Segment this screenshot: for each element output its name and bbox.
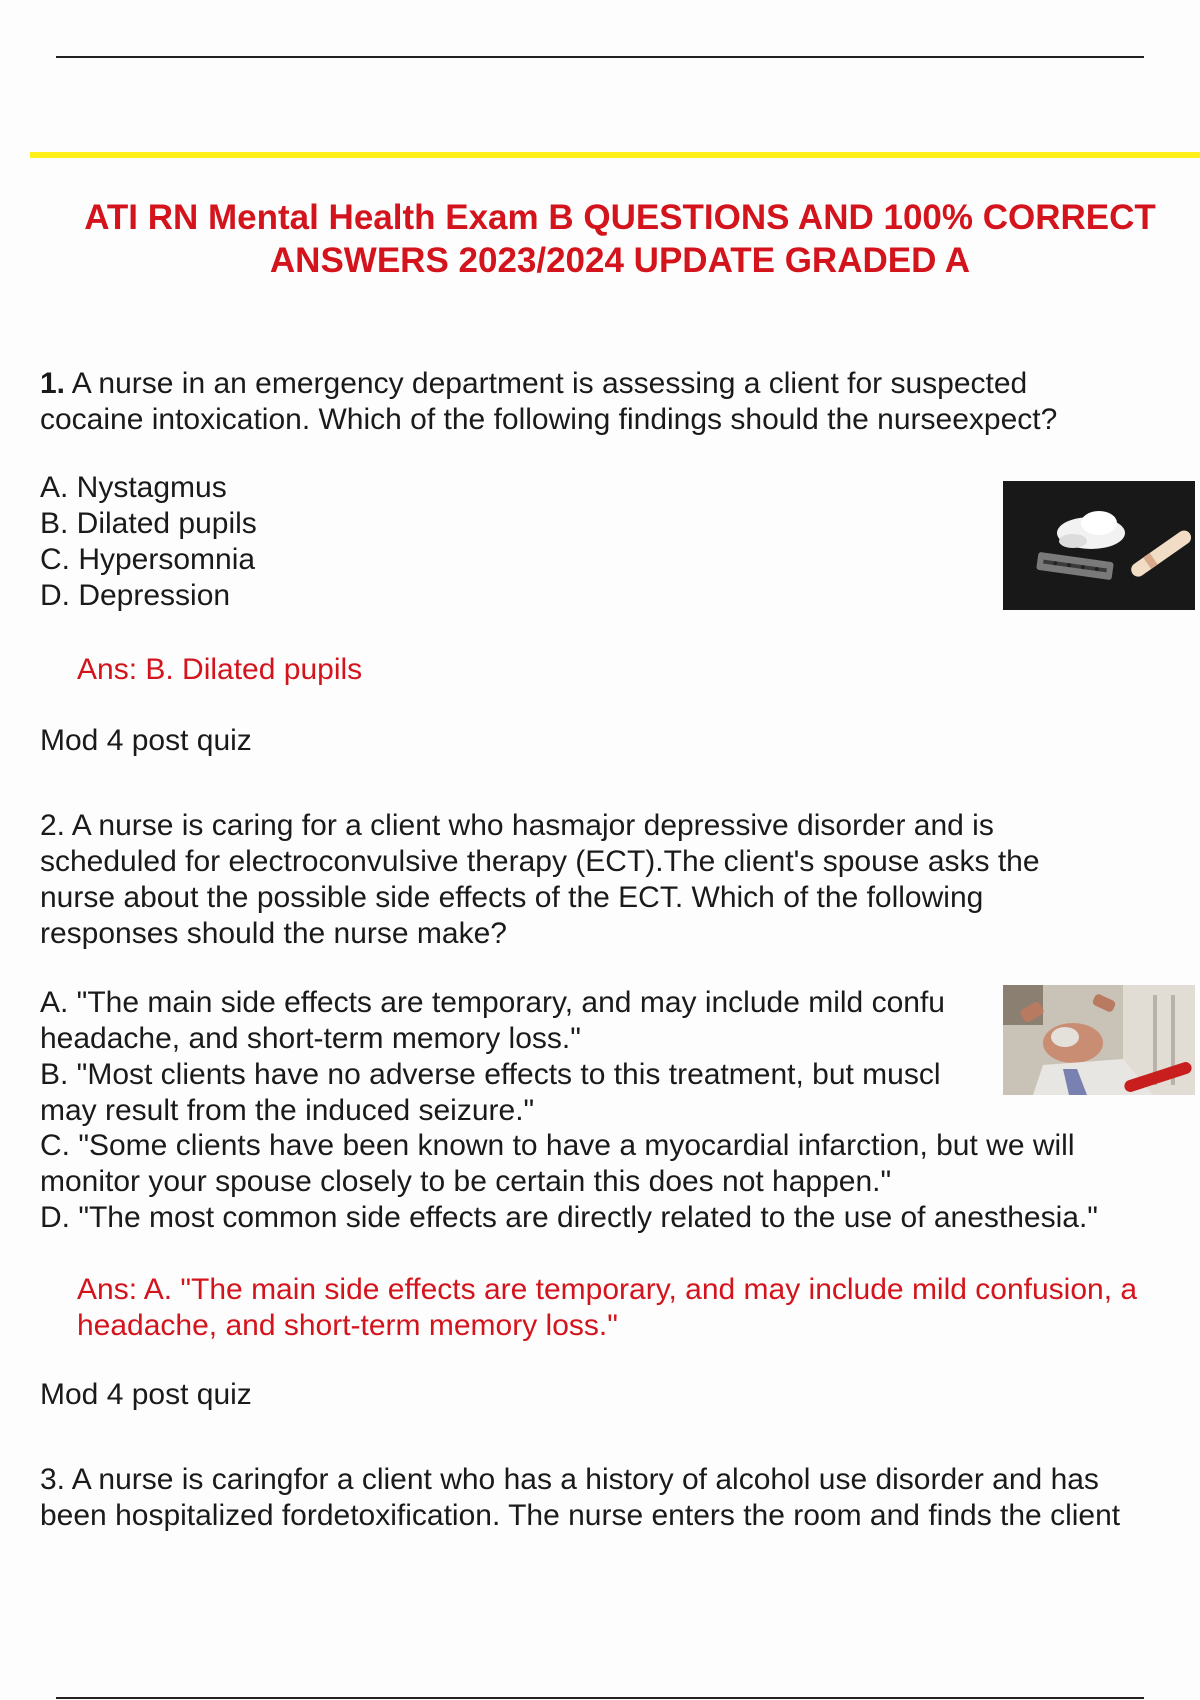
question-3-line-2: been hospitalized fordetoxification. The nurse enters the room and finds the client [40, 1499, 1121, 1532]
question-2-line-3: nurse about the possible side effects of the ECT. Which of the following [40, 881, 984, 914]
question-2-answer-line-2: headache, and short-term memory loss." [77, 1309, 618, 1342]
question-2-line-2: scheduled for electroconvulsive therapy (ECT).The client's spouse asks the [40, 845, 1040, 878]
question-2-option-c-line-2: monitor your spouse closely to be certain this does not happen." [40, 1165, 892, 1198]
page-title: ATI RN Mental Health Exam B QUESTIONS AND 100% CORRECT ANSWERS 2023/2024 UPDATE GRADED A [84, 198, 1156, 280]
highlight-bar [30, 152, 1200, 158]
question-2-option-a-line-2: headache, and short-term memory loss." [40, 1022, 581, 1055]
question-1-line-1: 1. A nurse in an emergency department is assessing a client for suspected [40, 367, 1028, 400]
ect-patient-photo [1003, 985, 1195, 1095]
question-1-line-2: cocaine intoxication. Which of the following findings should the nurseexpect? [40, 403, 1058, 436]
bottom-rule [56, 1697, 1144, 1699]
top-rule [56, 56, 1144, 58]
question-1-option-c: C. Hypersomnia [40, 543, 256, 576]
question-1-source: Mod 4 post quiz [40, 724, 252, 757]
question-3-line-1: 3. A nurse is caringfor a client who has a history of alcohol use disorder and has [40, 1463, 1099, 1496]
question-2-option-b-line-2: may result from the induced seizure." [40, 1094, 535, 1127]
question-2-option-d: D. "The most common side effects are directly related to the use of anesthesia." [40, 1201, 1098, 1234]
question-2-line-4: responses should the nurse make? [40, 917, 507, 950]
cocaine-photo [1003, 481, 1195, 610]
question-1-option-d: D. Depression [40, 579, 231, 612]
question-2-answer-line-1: Ans: A. "The main side effects are temporary, and may include mild confusion, a [77, 1273, 1138, 1306]
question-1-answer: Ans: B. Dilated pupils [77, 653, 363, 686]
question-2-option-a-line-1: A. "The main side effects are temporary, and may include mild confu [40, 986, 945, 1019]
question-2-option-c-line-1: C. "Some clients have been known to have a myocardial infarction, but we will [40, 1129, 1075, 1162]
question-1-option-a: A. Nystagmus [40, 471, 227, 504]
question-2-source: Mod 4 post quiz [40, 1378, 252, 1411]
question-2-line-1: 2. A nurse is caring for a client who hasmajor depressive disorder and is [40, 809, 994, 842]
question-1-option-b: B. Dilated pupils [40, 507, 257, 540]
question-1-number: 1. [40, 367, 66, 400]
question-2-option-b-line-1: B. "Most clients have no adverse effects to this treatment, but muscl [40, 1058, 941, 1091]
